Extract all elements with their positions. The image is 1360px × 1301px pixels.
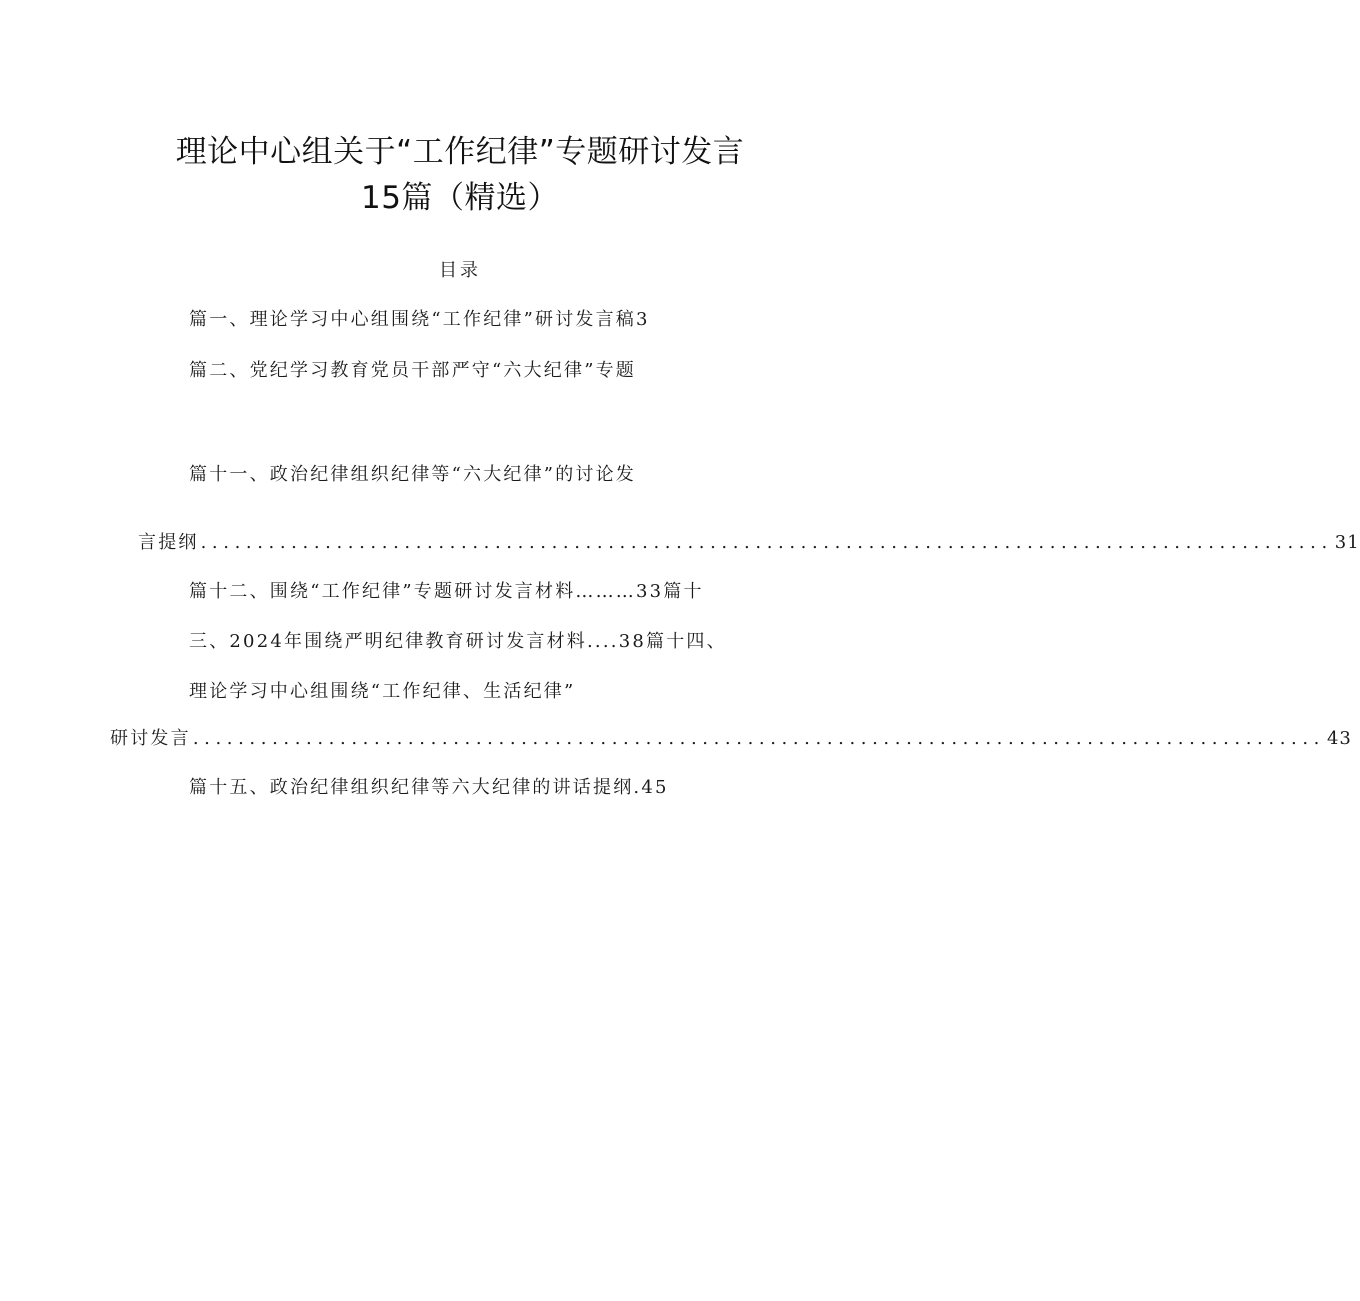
toc-entry-text: 言提纲 <box>138 532 199 553</box>
toc-entry-14[interactable]: 理论学习中心组围绕“工作纪律、生活纪律” <box>189 681 576 702</box>
document-title-line-2: 15篇（精选） <box>361 180 559 216</box>
toc-entry-11-continuation[interactable] <box>138 528 1360 554</box>
dot-leader: .................................................................................................... <box>200 532 1333 553</box>
toc-page-number: 43 <box>1326 728 1352 749</box>
document-title-line-1: 理论中心组关于“工作纪律”专题研讨发言 <box>175 134 745 170</box>
toc-entry-2[interactable]: 篇二、党纪学习教育党员干部严守“六大纪律”专题 <box>189 360 637 381</box>
toc-entry-13[interactable]: 三、2024年围绕严明纪律教育研讨发言材料....38篇十四、 <box>189 631 727 652</box>
toc-entry-12[interactable]: 篇十二、围绕“工作纪律”专题研讨发言材料………33篇十 <box>189 581 704 602</box>
toc-entry-1[interactable]: 篇一、理论学习中心组围绕“工作纪律”研讨发言稿3 <box>189 309 650 330</box>
toc-heading: 目录 <box>439 260 481 281</box>
dot-leader: .................................................................................................... <box>192 728 1325 749</box>
toc-entry-text: 研讨发言 <box>110 728 191 749</box>
toc-entry-14-continuation[interactable] <box>110 724 1352 750</box>
toc-entry-15[interactable]: 篇十五、政治纪律组织纪律等六大纪律的讲话提纲.45 <box>189 777 669 798</box>
toc-entry-11[interactable]: 篇十一、政治纪律组织纪律等“六大纪律”的讨论发 <box>189 464 637 485</box>
toc-page-number: 31 <box>1334 532 1360 553</box>
